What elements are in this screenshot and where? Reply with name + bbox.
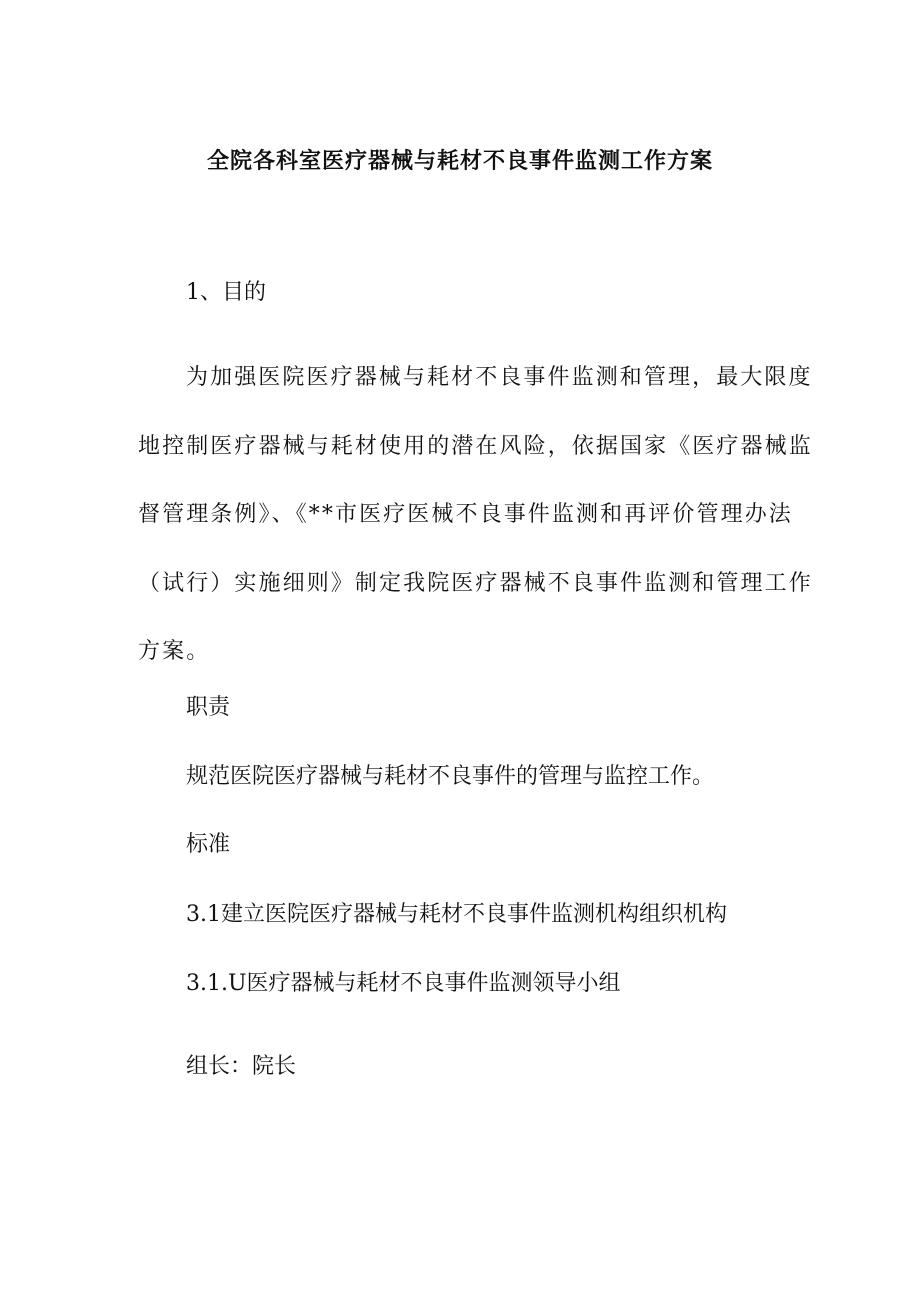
item-3-1: 3.1建立医院医疗器械与耗材不良事件监测机构组织机构 bbox=[186, 902, 727, 927]
section-heading-purpose: 1、目的 bbox=[186, 280, 266, 305]
item-3-1-1: 3.1.U医疗器械与耗材不良事件监测领导小组 bbox=[186, 971, 621, 996]
paragraph-line: 督管理条例》、《**市医疗医械不良事件监测和再评价管理办法 bbox=[138, 502, 793, 527]
section-heading-standard: 标准 bbox=[186, 832, 231, 857]
paragraph-line: （试行）实施细则》制定我院医疗器械不良事件监测和管理工作 bbox=[138, 570, 813, 596]
paragraph-line: 为加强医院医疗器械与耗材不良事件监测和管理，最大限度 bbox=[186, 365, 813, 390]
leader-line: 组长：院长 bbox=[186, 1054, 297, 1079]
paragraph-line: 方案。 bbox=[138, 639, 211, 664]
purpose-paragraph bbox=[138, 344, 813, 687]
duty-text: 规范医院医疗器械与耗材不良事件的管理与监控工作。 bbox=[186, 764, 715, 789]
paragraph-line: 地控制医疗器械与耗材使用的潜在风险，依据国家《医疗器械监 bbox=[138, 433, 813, 459]
document-title: 全院各科室医疗器械与耗材不良事件监测工作方案 bbox=[206, 148, 713, 174]
section-heading-duty: 职责 bbox=[186, 695, 231, 720]
